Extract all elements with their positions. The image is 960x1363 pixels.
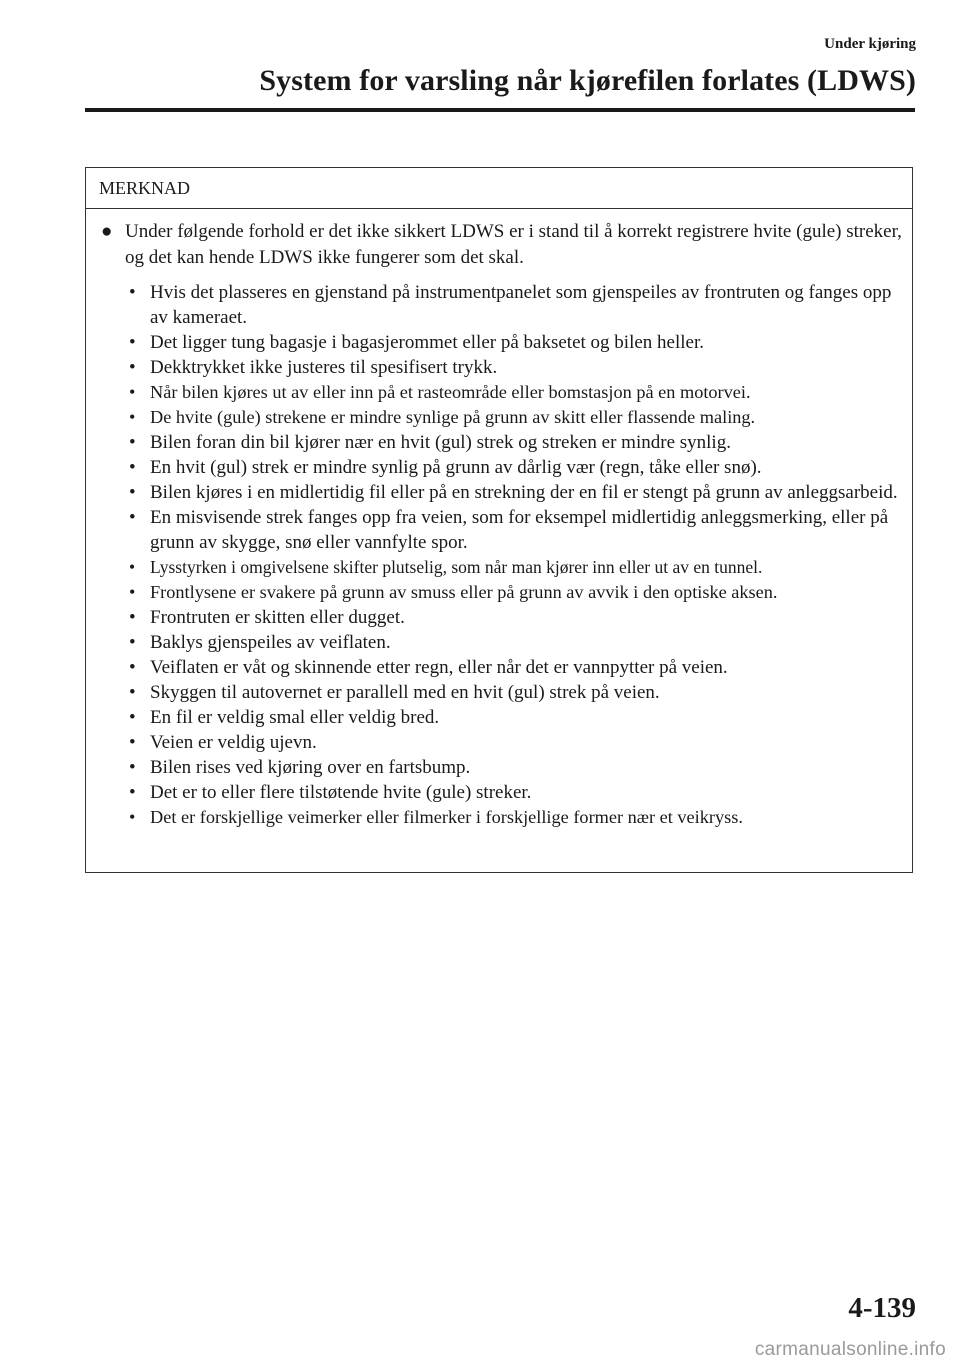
list-item	[126, 605, 902, 630]
list-item	[126, 355, 902, 380]
list-item	[126, 630, 902, 655]
bullet-icon: •	[129, 557, 136, 577]
list-item	[126, 680, 902, 705]
bullet-icon: •	[129, 457, 136, 478]
list-item-text: En hvit (gul) strek er mindre synlig på grunn av dårlig vær (regn, tåke eller snø).	[150, 457, 762, 478]
page-number: 4-139	[848, 1292, 916, 1324]
list-item	[126, 730, 902, 755]
bullet-icon: •	[129, 632, 136, 653]
note-heading: MERKNAD	[86, 168, 912, 209]
list-item-text: Bilen kjøres i en midlertidig fil eller på en strekning der en fil er stengt på grunn av anleggsarbeid.	[150, 482, 898, 503]
list-item	[126, 505, 902, 555]
bullet-icon: •	[129, 332, 136, 353]
bullet-icon: •	[129, 357, 136, 378]
bullet-icon: •	[129, 507, 136, 528]
bullet-icon: •	[129, 707, 136, 728]
list-item	[126, 455, 902, 480]
list-item-text: Baklys gjenspeiles av veiflaten.	[150, 632, 391, 653]
main-bullet-text: Under følgende forhold er det ikke sikkert LDWS er i stand til å korrekt registrere hvite (gule) streker, og det kan hende LDWS ikke fungerer som det skal.	[125, 221, 902, 268]
bullet-icon: •	[129, 757, 136, 778]
list-item-text: Det ligger tung bagasje i bagasjerommet eller på baksetet og bilen heller.	[150, 332, 704, 353]
list-item	[126, 805, 902, 830]
list-item	[126, 480, 902, 505]
main-bullet-item	[99, 219, 902, 271]
bullet-icon: •	[129, 607, 136, 628]
list-item-text: Dekktrykket ikke justeres til spesifisert trykk.	[150, 357, 498, 378]
bullet-icon: •	[129, 732, 136, 753]
list-item	[126, 655, 902, 680]
list-item-text: Bilen rises ved kjøring over en fartsbump.	[150, 757, 471, 778]
bullet-icon: •	[129, 407, 136, 427]
list-item-text: Veien er veldig ujevn.	[150, 732, 317, 753]
bullet-icon: •	[129, 482, 136, 503]
bullet-icon: ●	[101, 221, 113, 242]
list-item-text: Det er to eller flere tilstøtende hvite (gule) streker.	[150, 782, 532, 803]
list-item	[126, 705, 902, 730]
list-item	[126, 330, 902, 355]
list-item-text: Hvis det plasseres en gjenstand på instrumentpanelet som gjenspeiles av frontruten og fanges opp av kameraet.	[150, 282, 892, 328]
note-box	[85, 167, 913, 873]
list-item	[126, 580, 902, 605]
list-item-text: Lysstyrken i omgivelsene skifter plutselig, som når man kjører inn eller ut av en tunnel.	[150, 557, 763, 577]
list-item	[126, 555, 902, 580]
bullet-icon: •	[129, 382, 136, 402]
bullet-icon: •	[129, 282, 136, 303]
list-item	[126, 430, 902, 455]
condition-list	[99, 280, 902, 830]
note-body	[86, 209, 912, 830]
list-item	[126, 380, 902, 405]
watermark: carmanualsonline.info	[754, 1339, 946, 1360]
bullet-icon: •	[129, 782, 136, 803]
list-item-text: Bilen foran din bil kjører nær en hvit (gul) strek og streken er mindre synlig.	[150, 432, 731, 453]
list-item-text: Skyggen til autovernet er parallell med en hvit (gul) strek på veien.	[150, 682, 660, 703]
list-item-text: Frontruten er skitten eller dugget.	[150, 607, 405, 628]
list-item-text: Veiflaten er våt og skinnende etter regn, eller når det er vannpytter på veien.	[150, 657, 728, 678]
list-item-text: Når bilen kjøres ut av eller inn på et rasteområde eller bomstasjon på en motorvei.	[150, 382, 751, 402]
bullet-icon: •	[129, 432, 136, 453]
list-item	[126, 280, 902, 330]
list-item-text: Frontlysene er svakere på grunn av smuss eller på grunn av avvik i den optiske aksen.	[150, 582, 778, 602]
list-item	[126, 405, 902, 430]
bullet-icon: •	[129, 582, 136, 602]
list-item-text: En misvisende strek fanges opp fra veien, som for eksempel midlertidig anleggsmerking, eller på grunn av skygge, snø eller vannfylte spor.	[150, 507, 889, 553]
section-heading: Under kjøring	[824, 36, 916, 52]
list-item	[126, 755, 902, 780]
list-item-text: De hvite (gule) strekene er mindre synlige på grunn av skitt eller flassende maling.	[150, 407, 756, 427]
bullet-icon: •	[129, 682, 136, 703]
list-item	[126, 780, 902, 805]
bullet-icon: •	[129, 807, 136, 827]
bullet-icon: •	[129, 657, 136, 678]
list-item-text: Det er forskjellige veimerker eller filmerker i forskjellige former nær et veikryss.	[150, 807, 743, 827]
header-divider	[85, 108, 915, 112]
list-item-text: En fil er veldig smal eller veldig bred.	[150, 707, 440, 728]
page-title: System for varsling når kjørefilen forlates (LDWS)	[259, 64, 916, 97]
